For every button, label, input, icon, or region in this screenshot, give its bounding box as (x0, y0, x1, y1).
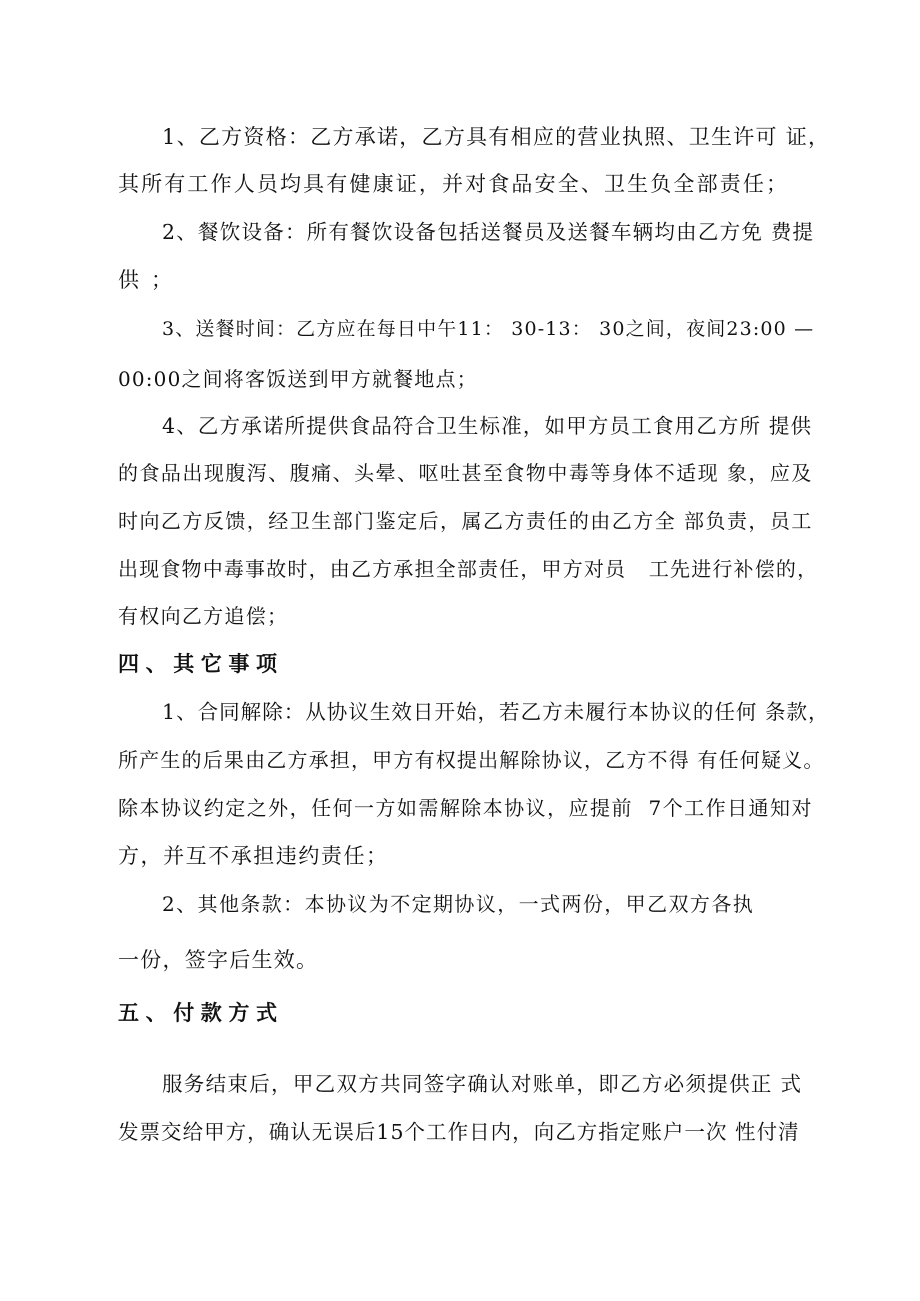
text-line: 除本协议约定之外，任何一方如需解除本协议，应提前 7个工作日通知对 (118, 796, 813, 820)
text-line: 有权向乙方追偿； (118, 604, 289, 628)
text-line: 服务结束后，甲乙双方共同签字确认对账单，即乙方必须提供正 式 (162, 1072, 803, 1096)
text-line: 1、合同解除：从协议生效日开始，若乙方未履行本协议的任何 条款， (162, 700, 830, 724)
text-line: 00:00之间将客饭送到甲方就餐地点； (118, 367, 478, 391)
text-line: 的食品出现腹泻、腹痛、头晕、呕吐甚至食物中毒等身体不适现 象，应及 (118, 461, 813, 485)
text-line: 1、乙方资格：乙方承诺，乙方具有相应的营业执照、卫生许可 证， (162, 125, 831, 149)
text-line: 2、餐饮设备：所有餐饮设备包括送餐员及送餐车辆均由乙方免 费提 (162, 220, 815, 244)
text-line: 2、其他条款：本协议为不定期协议，一式两份，甲乙双方各执 (162, 892, 755, 916)
text-line: 4、乙方承诺所提供食品符合卫生标准，如甲方员工食用乙方所 提供 (162, 414, 813, 438)
section-heading: 四、其它事项 (118, 651, 284, 676)
text-line: 方，并互不承担违约责任； (118, 844, 389, 868)
section-heading: 五、付款方式 (118, 1000, 284, 1025)
text-line: 发票交给甲方，确认无误后15个工作日内，向乙方指定账户一次 性付清 (118, 1120, 800, 1144)
text-line: 一份，签字后生效。 (118, 948, 319, 972)
text-line: 其所有工作人员均具有健康证，并对食品安全、卫生负全部责任； (118, 172, 790, 196)
text-line: 供； (118, 268, 184, 292)
text-line: 时向乙方反馈，经卫生部门鉴定后，属乙方责任的由乙方全 部负责，员工 (118, 509, 813, 533)
text-line: 所产生的后果由乙方承担，甲方有权提出解除协议，乙方不得 有任何疑义。 (118, 748, 825, 772)
text-line: 出现食物中毒事故时，由乙方承担全部责任，甲方对员 工先进行补偿的， (118, 557, 819, 581)
text-line: 3、送餐时间：乙方应在每日中午11： 30-13： 30之间，夜间23:00 — (162, 318, 815, 340)
